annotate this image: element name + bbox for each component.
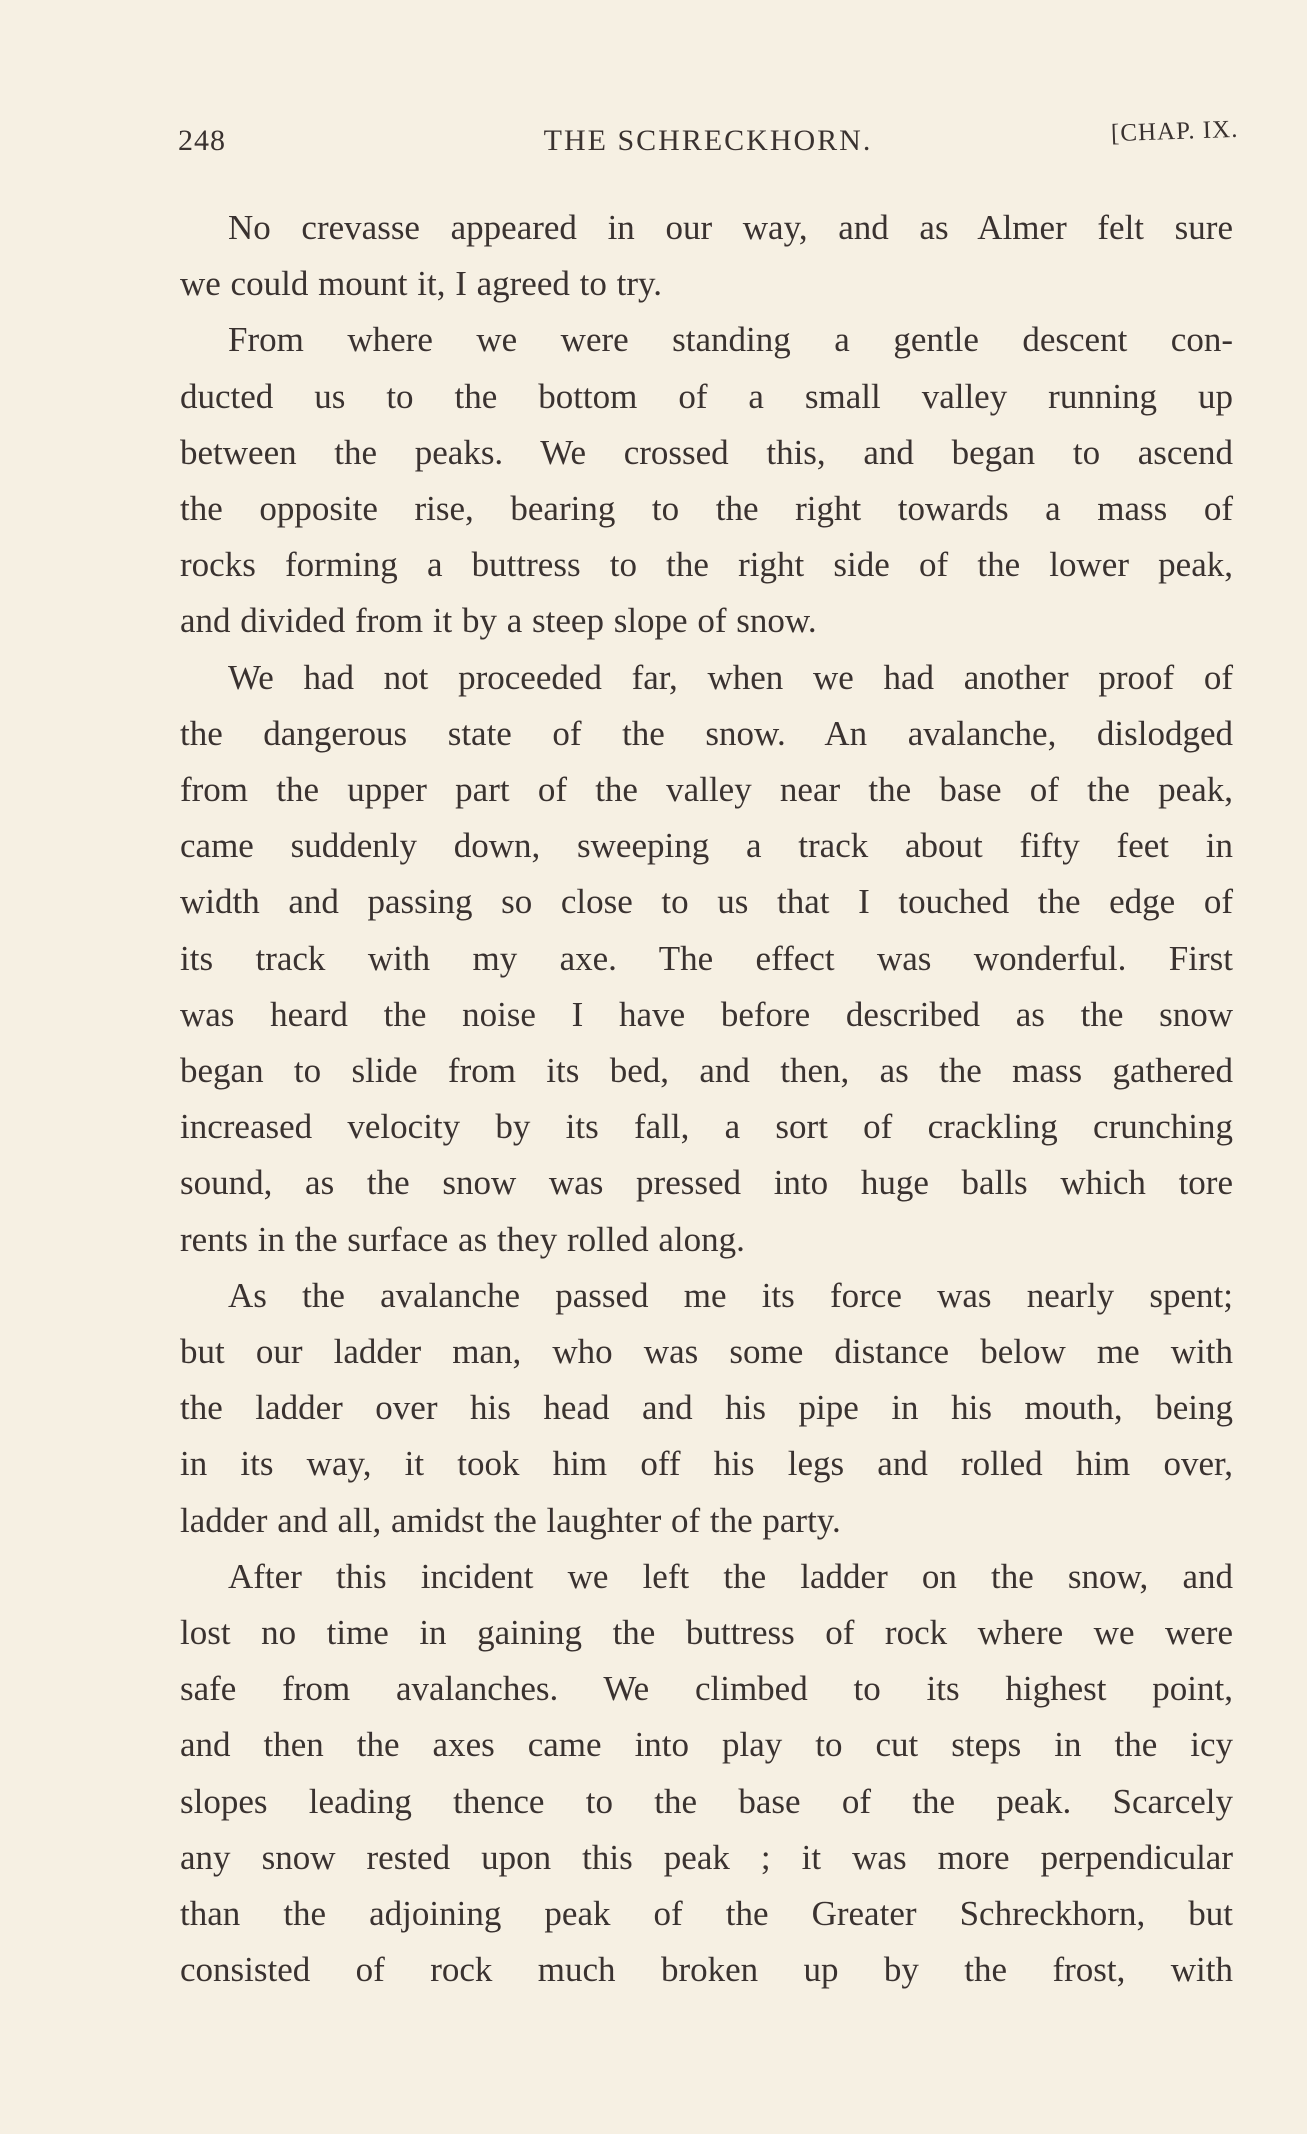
text-line: sound, as the snow was pressed into huge balls which tore [180,1163,1233,1203]
text-line: we could mount it, I agreed to try. [180,264,662,304]
text-line: was heard the noise I have before described as the snow [180,994,1233,1034]
text-line: We had not proceeded far, when we had another proof of [228,657,1233,697]
text-line: increased velocity by its fall, a sort of crackling crunching [180,1107,1233,1147]
text-line: than the adjoining peak of the Greater Schreckhorn, but [180,1894,1233,1934]
text-line: in its way, it took him off his legs and rolled him over, [180,1444,1233,1484]
text-line: slopes leading thence to the base of the peak. Scarcely [180,1781,1233,1821]
text-line: and divided from it by a steep slope of snow. [180,601,817,641]
text-line: began to slide from its bed, and then, as the mass gathered [180,1051,1233,1091]
text-line: rents in the surface as they rolled along. [180,1219,745,1259]
text-line: ducted us to the bottom of a small valley running up [180,376,1233,416]
text-line: any snow rested upon this peak ; it was more perpendicular [180,1837,1233,1877]
text-line: width and passing so close to us that I touched the edge of [180,882,1233,922]
text-line: lost no time in gaining the buttress of rock where we were [180,1613,1233,1653]
text-line: from the upper part of the valley near the base of the peak, [180,770,1233,810]
text-line: ladder and all, amidst the laughter of the party. [180,1500,841,1540]
text-line: the dangerous state of the snow. An avalanche, dislodged [180,713,1233,753]
text-line: the opposite rise, bearing to the right towards a mass of [180,489,1233,529]
text-line: After this incident we left the ladder on the snow, and [228,1556,1233,1596]
running-head [178,115,1239,164]
text-line: consisted of rock much broken up by the frost, with [180,1950,1233,1990]
text-line: rocks forming a buttress to the right side of the lower peak, [180,545,1233,585]
chapter-label: [CHAP. IX. [1110,115,1239,148]
page-title: THE SCHRECKHORN. [543,124,873,157]
text-line: From where we were standing a gentle descent con- [228,320,1233,360]
page-number: 248 [178,124,226,157]
text-line: As the avalanche passed me its force was nearly spent; [228,1275,1233,1315]
text-line: the ladder over his head and his pipe in his mouth, being [180,1388,1233,1428]
text-line: between the peaks. We crossed this, and began to ascend [180,432,1233,472]
text-line: No crevasse appeared in our way, and as Almer felt sure [228,208,1233,247]
text-line: its track with my axe. The effect was wonderful. First [180,938,1233,978]
body-text [180,200,1233,1999]
text-line: and then the axes came into play to cut steps in the icy [180,1725,1233,1765]
text-line: but our ladder man, who was some distance below me with [180,1332,1233,1372]
text-line: safe from avalanches. We climbed to its highest point, [180,1669,1233,1709]
text-line: came suddenly down, sweeping a track about fifty feet in [180,826,1233,866]
